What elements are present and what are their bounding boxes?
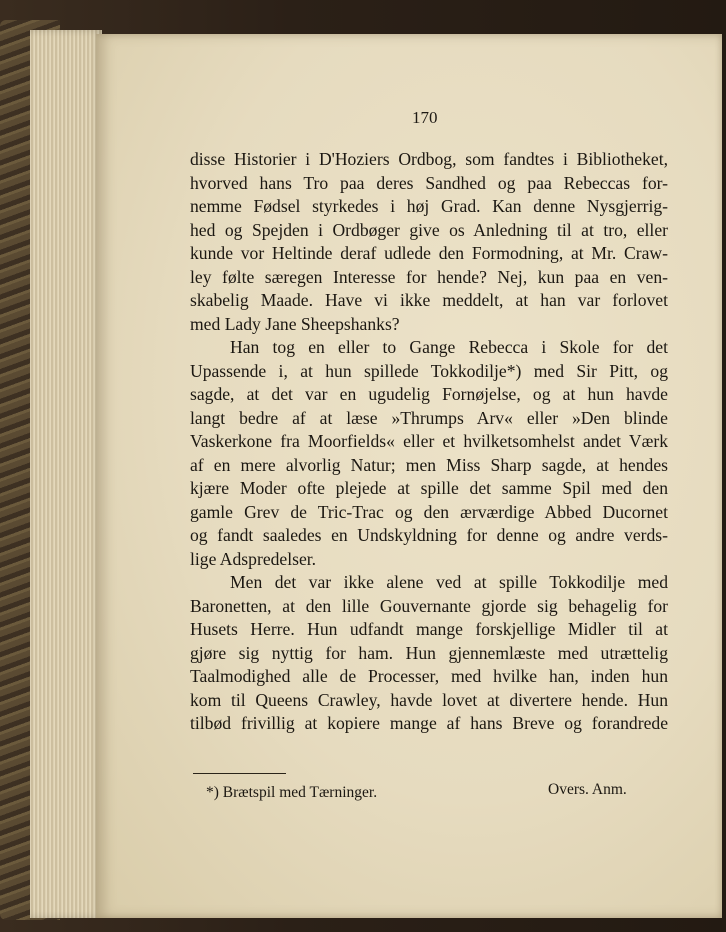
text-line: hvorved hans Tro paa deres Sandhed og paa Rebeccas for- (190, 172, 668, 193)
text-line: kunde vor Heltinde deraf udlede den Formodning, at Mr. Craw- (190, 243, 668, 263)
text-line: Husets Herre. Hun udfandt mange forskjellige Midler til at (190, 619, 668, 639)
text-line: tilbød frivillig at kopiere mange af hans Breve og forandrede (190, 713, 668, 733)
body-text (190, 148, 668, 736)
text-line: Taalmodighed alle de Processer, med hvilke han, inden hun (190, 666, 668, 686)
footnote-rule (193, 773, 286, 774)
text-line: med Lady Jane Sheepshanks? (190, 313, 400, 334)
text-line: Han tog en eller to Gange Rebecca i Skole for det (230, 337, 668, 357)
translator-note: Overs. Anm. (548, 781, 627, 798)
text-line: Vaskerkone fra Moorfields« eller et hvilketsomhelst andet Værk (190, 431, 668, 451)
text-line: nemme Fødsel styrkedes i høj Grad. Kan denne Nysgjerrig- (190, 196, 668, 216)
text-line: skabelig Maade. Have vi ikke meddelt, at han var forlovet (190, 290, 668, 310)
text-line: af en mere alvorlig Natur; men Miss Sharp sagde, at hendes (190, 454, 668, 475)
text-line: lige Adspredelser. (190, 548, 317, 569)
text-line: hed og Spejden i Ordbøger give os Anledning til at tro, eller (190, 219, 668, 240)
text-line: kom til Queens Crawley, havde lovet at divertere hende. Hun (190, 689, 668, 710)
text-line: gjøre sig nyttig for ham. Hun gjennemlæste med utrættelig (190, 642, 668, 663)
text-line: Baronetten, at den lille Gouvernante gjorde sig behagelig for (190, 595, 668, 616)
text-line: kjære Moder ofte plejede at spille det samme Spil med den (190, 478, 668, 498)
text-line: ley følte særegen Interesse for hende? Nej, kun paa en ven- (190, 266, 668, 287)
text-line: Upassende i, at hun spillede Tokkodilje*) med Sir Pitt, og (190, 360, 668, 381)
text-line: gamle Grev de Tric-Trac og den ærværdige Abbed Ducornet (190, 501, 668, 522)
footnote: *) Brætspil med Tærninger. (206, 784, 378, 801)
page-number: 170 (412, 108, 438, 127)
text-line: sagde, at det var en ugudelig Fornøjelse, og at hun havde (190, 384, 668, 404)
text-line: disse Historier i D'Hoziers Ordbog, som fandtes i Bibliotheket, (190, 149, 668, 169)
text-line: langt bedre af at læse »Thrumps Arv« eller »Den blinde (190, 407, 668, 428)
text-line: og fandt saaledes en Undskyldning for denne og andre verds- (190, 525, 668, 545)
page-edges (30, 30, 102, 918)
text-line: Men det var ikke alene ved at spille Tokkodilje med (230, 572, 668, 592)
